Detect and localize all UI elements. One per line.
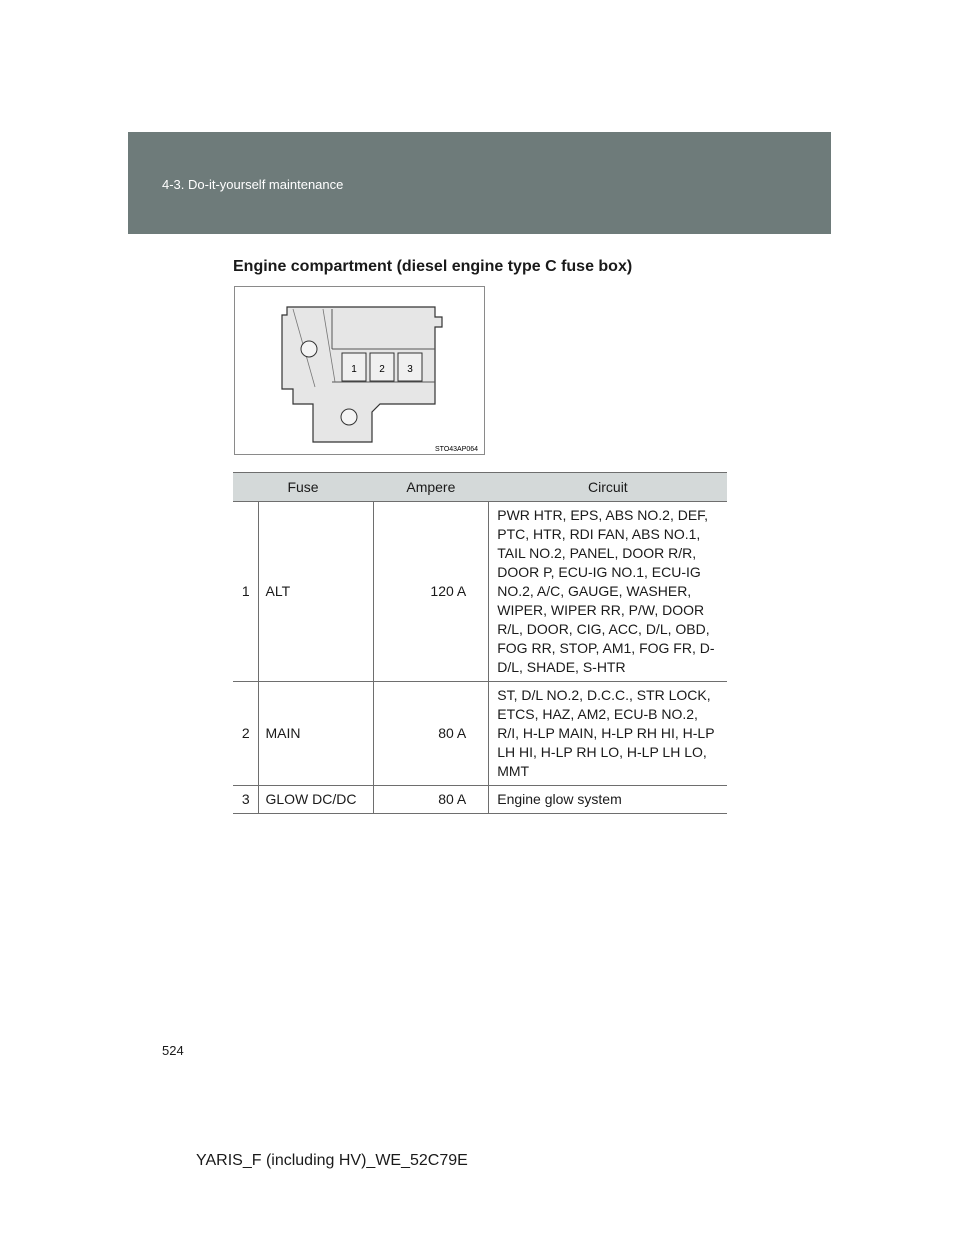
fuse-table xyxy=(233,472,727,814)
fuse-number: 1 xyxy=(233,502,259,682)
fuse-ampere: 120 A xyxy=(373,502,489,682)
table-row xyxy=(233,502,727,682)
fuse-ampere: 80 A xyxy=(373,786,489,814)
section-breadcrumb: 4-3. Do-it-yourself maintenance xyxy=(162,177,344,192)
fuse-label-2: 2 xyxy=(379,364,385,375)
fuse-number: 2 xyxy=(233,682,259,786)
fuse-box-diagram xyxy=(234,286,485,455)
fuse-label-1: 1 xyxy=(351,364,357,375)
fuse-box-illustration xyxy=(235,287,486,456)
page-title: Engine compartment (diesel engine type C fuse box) xyxy=(233,258,633,275)
header-circuit: Circuit xyxy=(489,473,727,502)
fuse-circuit: PWR HTR, EPS, ABS NO.2, DEF, PTC, HTR, RDI FAN, ABS NO.1, TAIL NO.2, PANEL, DOOR R/R, DOOR P, ECU-IG NO.1, ECU-IG NO.2, A/C, GAUGE, WASHER, WIPER, WIPER RR, P/W, DOOR R/L, DOOR, CIG, ACC, D/L, OBD, FOG RR, STOP, AM1, FOG FR, D-D/L, SHADE, S-HTR xyxy=(489,502,727,682)
mounting-hole xyxy=(301,341,317,357)
fuse-name: MAIN xyxy=(259,682,373,786)
table-row xyxy=(233,682,727,786)
fuse-ampere: 80 A xyxy=(373,682,489,786)
header-fuse: Fuse xyxy=(233,473,373,502)
fuse-name: GLOW DC/DC xyxy=(259,786,373,814)
footer-model-code: YARIS_F (including HV)_WE_52C79E xyxy=(196,1152,468,1169)
fuse-circuit: Engine glow system xyxy=(489,786,727,814)
fuse-name: ALT xyxy=(259,502,373,682)
header-ampere: Ampere xyxy=(373,473,489,502)
page-number: 524 xyxy=(162,1043,184,1058)
fuse-label-3: 3 xyxy=(407,364,413,375)
fuse-circuit: ST, D/L NO.2, D.C.C., STR LOCK, ETCS, HAZ, AM2, ECU-B NO.2, R/I, H-LP MAIN, H-LP RH HI, H-LP LH HI, H-LP RH LO, H-LP LH LO, MMT xyxy=(489,682,727,786)
table-row xyxy=(233,786,727,814)
mounting-hole xyxy=(341,409,357,425)
section-header-bar xyxy=(128,132,831,234)
table-header-row xyxy=(233,473,727,502)
figure-code: STO43AP064 xyxy=(435,446,479,453)
fuse-number: 3 xyxy=(233,786,259,814)
